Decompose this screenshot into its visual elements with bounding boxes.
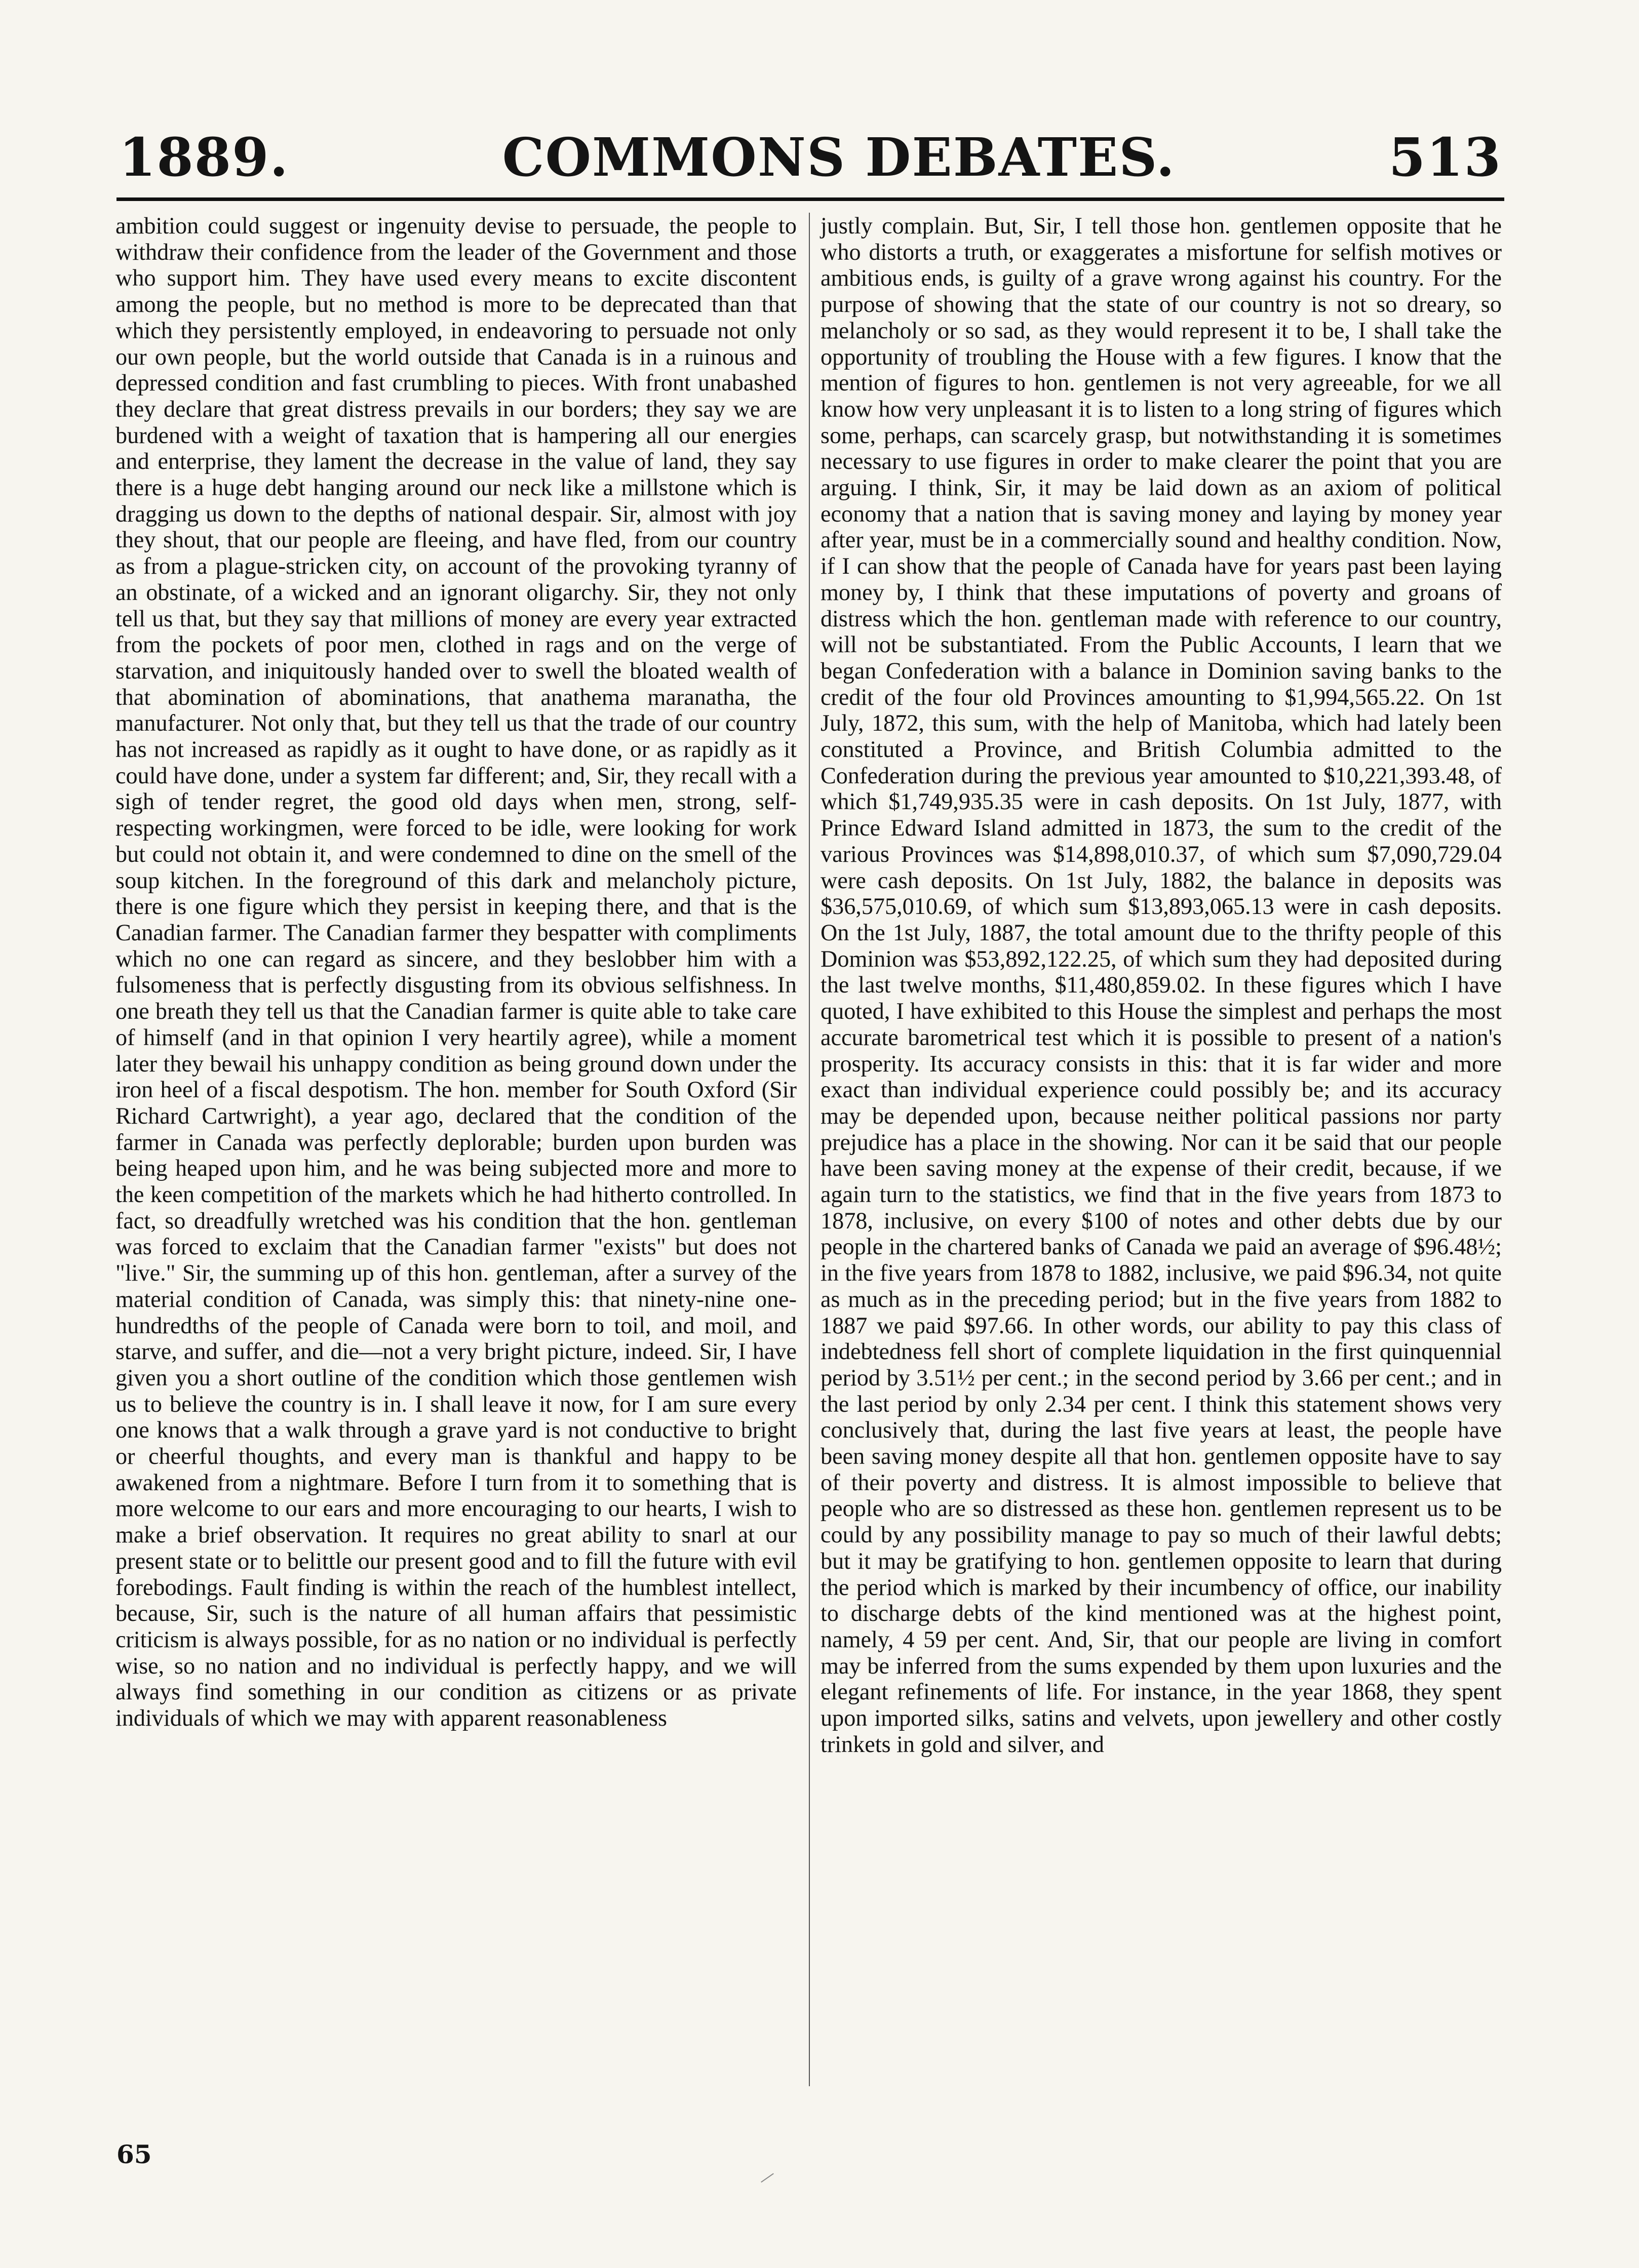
right-column: [821, 213, 1502, 1757]
stray-mark: [761, 2173, 774, 2183]
header-rule: [116, 197, 1504, 201]
signature-mark: 65: [116, 2139, 152, 2169]
header-title: COMMONS DEBATES.: [502, 126, 1176, 188]
left-column: [115, 213, 797, 1731]
header-year: 1889.: [119, 126, 289, 188]
page-header: [119, 127, 1502, 187]
left-column-text: ambition could suggest or ingenuity devise to persuade, the people to withdraw their confidence from the leader of the Government and those who support him. They have used every means to excite discontent among the people, but no method is more to be deprecated than that which they persistently employed, in endeavoring to persuade not only our own people, but the world outside that Canada is in a ruinous and depressed condition and fast crumbling to pieces. With front unabashed they declare that great distress prevails in our borders; they say we are burdened with a weight of taxation that is hampering all our energies and enterprise, they lament the decrease in the value of land, they say there is a huge debt hanging around our neck like a millstone which is dragging us down to the depths of national despair. Sir, almost with joy they shout, that our people are fleeing, and have fled, from our country as from a plague-stricken city, on account of the provoking tyranny of an obstinate, of a wicked and an ignorant oligarchy. Sir, they not only tell us that, but they say that millions of money are every year extracted from the pockets of poor men, clothed in rags and on the verge of starvation, and iniquitously handed over to swell the bloated wealth of that abomination of abominations, that anathema maranatha, the manufacturer. Not only that, but they tell us that the trade of our country has not increased as rapidly as it ought to have done, or as rapidly as it could have done, under a system far different; and, Sir, they recall with a sigh of tender regret, the good old days when men, strong, self-respecting workingmen, were forced to be idle, were looking for work but could not obtain it, and were condemned to dine on the smell of the soup kitchen. In the foreground of this dark and melancholy picture, there is one figure which they persist in keeping there, and that is the Canadian farmer. The Canadian farmer they bespatter with compliments which no one can regard as sincere, and they beslobber him with a fulsomeness that is perfectly disgusting from its obvious selfishness. In one breath they tell us that the Canadian farmer is quite able to take care of himself (and in that opinion I very heartily agree), while a moment later they bewail his unhappy condition as being ground down under the iron heel of a fiscal despotism. The hon. member for South Oxford (Sir Richard Cartwright), a year ago, declared that the condition of the farmer in Canada was perfectly deplorable; burden upon burden was being heaped upon him, and he was being subjected more and more to the keen competition of the markets which he had hitherto controlled. In fact, so dreadfully wretched was his condition that the hon. gentleman was forced to exclaim that the Canadian farmer "exists" but does not "live." Sir, the summing up of this hon. gentleman, after a survey of the material condition of Canada, was simply this: that ninety-nine one-hundredths of the people of Canada were born to toil, and moil, and starve, and suffer, and die—not a very bright picture, indeed. Sir, I have given you a short outline of the condition which those gentlemen wish us to believe the country is in. I shall leave it now, for I am sure every one knows that a walk through a grave yard is not conductive to bright or cheerful thoughts, and every man is thankful and happy to be awakened from a nightmare. Before I turn from it to something that is more welcome to our ears and more encouraging to our hearts, I wish to make a brief observation. It requires no great ability to snarl at our present state or to belittle our present good and to fill the future with evil forebodings. Fault finding is within the reach of the humblest intellect, because, Sir, such is the nature of all human affairs that pessimistic criticism is always possible, for as no nation or no individual is perfectly wise, so no nation and no individual is perfectly happy, and we will always find something in our condition as citizens or as private individuals of which we may with apparent reasonableness: [115, 213, 797, 1731]
header-page-number: 513: [1388, 126, 1502, 188]
column-divider: [809, 213, 810, 2086]
right-column-text: justly complain. But, Sir, I tell those hon. gentlemen opposite that he who distorts a truth, or exaggerates a misfortune for selfish motives or ambitious ends, is guilty of a grave wrong against his country. For the purpose of showing that the state of our country is not so dreary, so melancholy or so sad, as they would represent it to be, I shall take the opportunity of troubling the House with a few figures. I know that the mention of figures to hon. gentlemen is not very agreeable, for we all know how very unpleasant it is to listen to a long string of figures which some, perhaps, can scarcely grasp, but notwithstanding it is sometimes necessary to use figures in order to make clearer the point that you are arguing. I think, Sir, it may be laid down as an axiom of political economy that a nation that is saving money and laying by money year after year, must be in a commercially sound and healthy condition. Now, if I can show that the people of Canada have for years past been laying money by, I think that these imputations of poverty and groans of distress which the hon. gentleman made with reference to our country, will not be substantiated. From the Public Accounts, I learn that we began Confederation with a balance in Dominion saving banks to the credit of the four old Provinces amounting to $1,994,565.22. On 1st July, 1872, this sum, with the help of Manitoba, which had lately been constituted a Province, and British Columbia admitted to the Confederation during the previous year amounted to $10,221,393.48, of which $1,749,935.35 were in cash deposits. On 1st July, 1877, with Prince Edward Island admitted in 1873, the sum to the credit of the various Provinces was $14,898,010.37, of which sum $7,090,729.04 were cash deposits. On 1st July, 1882, the balance in deposits was $36,575,010.69, of which sum $13,893,065.13 were in cash deposits. On the 1st July, 1887, the total amount due to the thrifty people of this Dominion was $53,892,122.25, of which sum they had deposited during the last twelve months, $11,480,859.02. In these figures which I have quoted, I have exhibited to this House the simplest and perhaps the most accurate barometrical test which it is possible to present of a nation's prosperity. Its accuracy consists in this: that it is far wider and more exact than individual experience could possibly be; and its accuracy may be depended upon, because neither political passions nor party prejudice has a place in the showing. Nor can it be said that our people have been saving money at the expense of their credit, because, if we again turn to the statistics, we find that in the five years from 1873 to 1878, inclusive, on every $100 of notes and other debts due by our people in the chartered banks of Canada we paid an average of $96.48½; in the five years from 1878 to 1882, inclusive, we paid $96.34, not quite as much as in the preceding period; but in the five years from 1882 to 1887 we paid $97.66. In other words, our ability to pay this class of indebtedness fell short of complete liquidation in the first quinquennial period by 3.51½ per cent.; in the second period by 3.66 per cent.; and in the last period by only 2.34 per cent. I think this statement shows very conclusively that, during the last five years at least, the people have been saving money despite all that hon. gentlemen opposite have to say of their poverty and distress. It is almost impossible to believe that people who are so distressed as these hon. gentlemen represent us to be could by any possibility manage to pay so much of their lawful debts; but it may be gratifying to hon. gentlemen opposite to learn that during the period which is marked by their incumbency of office, our inability to discharge debts of the kind mentioned was at the highest point, namely, 4 59 per cent. And, Sir, that our people are living in comfort may be inferred from the sums expended by them upon luxuries and the elegant refinements of life. For instance, in the year 1868, they spent upon imported silks, satins and velvets, upon jewellery and other costly trinkets in gold and silver, and: [821, 213, 1502, 1757]
